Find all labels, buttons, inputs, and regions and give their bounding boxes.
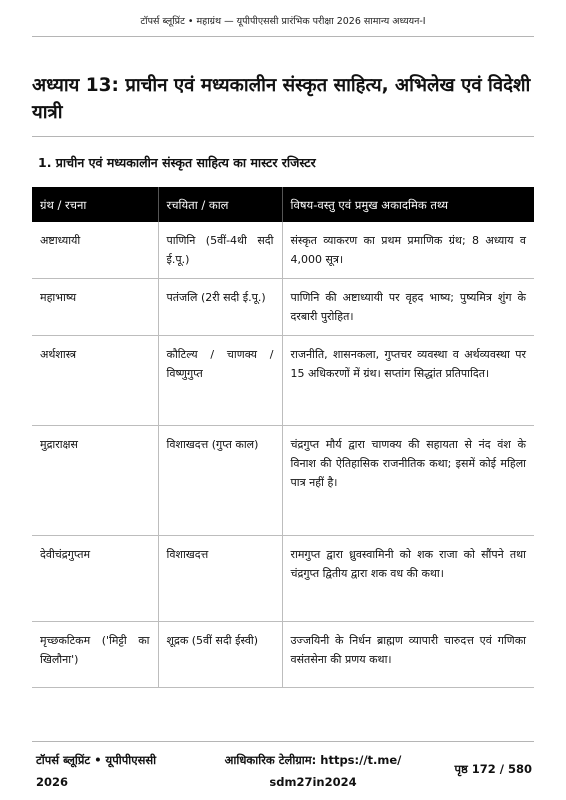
table-row (32, 535, 534, 621)
cell-content: पाणिनि की अष्टाध्यायी पर वृहद भाष्य; पुष्यमित्र शुंग के दरबारी पुरोहित। (282, 278, 534, 335)
column-header-content: विषय-वस्तु एवं प्रमुख अकादमिक तथ्य (282, 187, 534, 222)
cell-work: महाभाष्य (32, 278, 158, 335)
cell-content: संस्कृत व्याकरण का प्रथम प्रमाणिक ग्रंथ; 8 अध्याय व 4,000 सूत्र। (282, 222, 534, 278)
table-row (32, 335, 534, 425)
literature-register-table (32, 187, 534, 688)
table-row (32, 621, 534, 687)
section-title: 1. प्राचीन एवं मध्यकालीन संस्कृत साहित्य का मास्टर रजिस्टर (38, 155, 316, 170)
cell-author: कौटिल्य / चाणक्य / विष्णुगुप्त (158, 335, 282, 425)
running-header: टॉपर्स ब्लूप्रिंट • महाग्रंथ — यूपीपीएससी प्रारंभिक परीक्षा 2026 सामान्य अध्ययन-I (140, 16, 426, 27)
cell-content: चंद्रगुप्त मौर्य द्वारा चाणक्य की सहायता से नंद वंश के विनाश की ऐतिहासिक राजनीतिक कथा; इसमें कोई महिला पात्र नहीं है। (282, 425, 534, 535)
cell-work: मुद्राराक्षस (32, 425, 158, 535)
title-divider (32, 136, 534, 137)
cell-author: विशाखदत्त (गुप्त काल) (158, 425, 282, 535)
header-divider (32, 36, 534, 37)
footer-brand (36, 749, 196, 793)
footer-divider (32, 741, 534, 742)
cell-work: अष्टाध्यायी (32, 222, 158, 278)
table-row (32, 222, 534, 278)
table-row (32, 278, 534, 335)
footer-telegram-line: आधिकारिक टेलीग्राम: https://t.me/ (224, 753, 402, 767)
cell-work: अर्थशास्त्र (32, 335, 158, 425)
column-header-author: रचयिता / काल (158, 187, 282, 222)
footer-telegram-link[interactable] (198, 749, 428, 793)
chapter-title: अध्याय 13: प्राचीन एवं मध्यकालीन संस्कृत साहित्य, अभिलेख एवं विदेशी यात्री (32, 75, 531, 123)
cell-author: पाणिनि (5वीं-4थी सदी ई.पू.) (158, 222, 282, 278)
cell-work: देवीचंद्रगुप्तम (32, 535, 158, 621)
footer-year: 2026 (36, 775, 69, 789)
cell-author: शूद्रक (5वीं सदी ईस्वी) (158, 621, 282, 687)
cell-content: उज्जयिनी के निर्धन ब्राह्मण व्यापारी चारुदत्त एवं गणिका वसंतसेना की प्रणय कथा। (282, 621, 534, 687)
column-header-work: ग्रंथ / रचना (32, 187, 158, 222)
cell-work: मृच्छकटिकम ('मिट्टी का खिलौना') (32, 621, 158, 687)
cell-content: राजनीति, शासनकला, गुप्तचर व्यवस्था व अर्थव्यवस्था पर 15 अधिकरणों में ग्रंथ। सप्तांग सिद्धांत प्रतिपादित। (282, 335, 534, 425)
cell-author: विशाखदत्त (158, 535, 282, 621)
table-header-row (32, 187, 534, 222)
table-row (32, 425, 534, 535)
footer-brand-line: टॉपर्स ब्लूप्रिंट • यूपीपीएससी (36, 753, 157, 767)
footer-telegram-handle: sdm27in2024 (269, 775, 357, 789)
page-number: पृष्ठ 172 / 580 (454, 762, 532, 776)
cell-content: रामगुप्त द्वारा ध्रुवस्वामिनी को शक राजा को सौंपने तथा चंद्रगुप्त द्वितीय द्वारा शक वध की कथा। (282, 535, 534, 621)
cell-author: पतंजलि (2री सदी ई.पू.) (158, 278, 282, 335)
